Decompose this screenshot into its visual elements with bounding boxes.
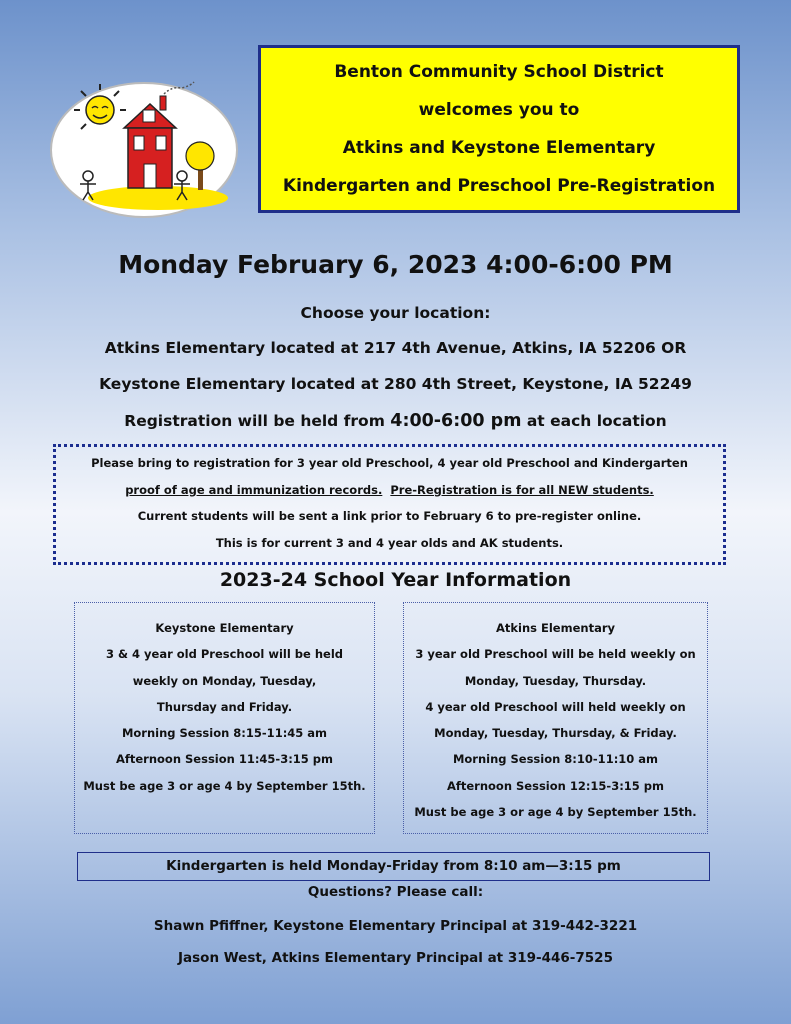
keystone-info-line: Morning Session 8:15-11:45 am [121,726,328,741]
atkins-info-box [403,602,708,834]
keystone-info-box [74,602,375,834]
atkins-info-line: 3 year old Preschool will be held weekly on [415,647,696,662]
registration-time-line [0,411,791,431]
keystone-info-line: Afternoon Session 11:45-3:15 pm [115,752,334,767]
atkins-info-line: Monday, Tuesday, Thursday, & Friday. [434,726,677,741]
atkins-info-line: Must be age 3 or age 4 by September 15th. [414,805,697,820]
school-logo [48,80,240,220]
keystone-principal-contact: Shawn Pfiffner, Keystone Elementary Principal at 319-442-3221 [153,918,638,934]
keystone-info-line: Thursday and Friday. [156,699,293,714]
title-banner [258,45,740,213]
atkins-info-line: 4 year old Preschool will held weekly on [425,699,686,714]
kindergarten-schedule: Kindergarten is held Monday-Friday from 8:10 am—3:15 pm [77,852,710,881]
atkins-info-line: Morning Session 8:10-11:10 am [452,752,659,767]
notice-line-3: Current students will be sent a link prior to February 6 to pre-register online. [137,509,642,523]
keystone-info-line: Keystone Elementary [155,621,294,635]
registration-suffix: at each location [521,412,667,430]
registration-prefix: Registration will be held from [124,412,391,430]
keystone-info-line: Must be age 3 or age 4 by September 15th. [83,778,366,793]
atkins-info-line: Afternoon Session 12:15-3:15 pm [446,778,665,793]
event-date: Monday February 6, 2023 4:00-6:00 PM [118,250,673,279]
location-prompt: Choose your location: [300,304,491,322]
registration-time: 4:00-6:00 pm [390,411,522,431]
keystone-location: Keystone Elementary located at 280 4th Street, Keystone, IA 52249 [99,375,692,393]
questions-heading: Questions? Please call: [307,884,484,900]
keystone-info-line: 3 & 4 year old Preschool will be held [106,647,343,662]
notice-preregistration-text: Pre-Registration is for all NEW students. [390,482,654,497]
schools-name: Atkins and Keystone Elementary [342,138,656,158]
keystone-info-line: weekly on Monday, Tuesday, [132,673,317,688]
notice-line-1: Please bring to registration for 3 year old Preschool, 4 year old Preschool and Kindergarten [91,456,688,470]
notice-proof-text: proof of age and immunization records. [125,482,383,497]
school-year-title: 2023-24 School Year Information [219,569,572,591]
notice-line-2 [56,477,723,504]
registration-title: Kindergarten and Preschool Pre-Registration [282,176,716,196]
atkins-info-line: Atkins Elementary [495,621,615,635]
atkins-location: Atkins Elementary located at 217 4th Avenue, Atkins, IA 52206 OR [104,339,687,357]
atkins-principal-contact: Jason West, Atkins Elementary Principal at 319-446-7525 [178,950,613,966]
welcome-text: welcomes you to [418,100,580,120]
notice-box [53,444,726,565]
notice-line-4: This is for current 3 and 4 year olds and AK students. [215,535,564,550]
district-name: Benton Community School District [334,62,664,82]
atkins-info-line: Monday, Tuesday, Thursday. [464,673,647,688]
